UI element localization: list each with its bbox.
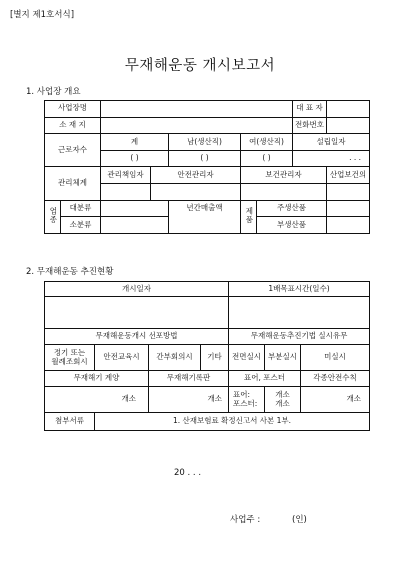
attach-value: 1. 산재보험료 확정신고서 사본 1부. [95,413,370,431]
start-date-field[interactable] [45,297,229,329]
method-label: 무재해운동개시 선포방법 [45,329,229,345]
mgmt-label: 관리체계 [45,167,101,200]
report-date[interactable]: 20 . . . [174,468,202,478]
male-label: 남(생산직) [169,134,241,151]
plaque-label: 무재해기록판 [149,371,229,387]
main-prod-label: 주생산품 [257,200,327,217]
measures-label: 각종안전수칙 [301,371,370,387]
industry-label: 업종 [45,200,61,233]
document-title: 무재해운동 개시보고서 [124,58,276,74]
exec-option[interactable]: 간부회의시 [149,345,201,371]
male-field[interactable]: ( ) [169,150,241,167]
address-field[interactable] [101,117,293,134]
rep-label: 대 표 자 [293,101,327,118]
sub-prod-label: 부생산품 [257,217,327,234]
phone-field[interactable] [327,117,370,134]
section1-heading: 1. 사업장 개요 [26,87,81,97]
mgr3-label: 보건관리자 [241,167,327,184]
address-label: 소 재 지 [45,117,101,134]
biz-name-label: 사업장명 [45,101,101,118]
est-date-field[interactable]: . . . [293,150,370,167]
form-tag: [별지 제1호서식] [10,10,75,20]
target-field[interactable] [229,297,370,329]
mgr3-field[interactable] [241,183,327,200]
seal-mark[interactable]: (인) [292,515,307,525]
mgr4-field[interactable] [327,183,370,200]
attach-label: 첨부서류 [45,413,95,431]
female-field[interactable]: ( ) [241,150,293,167]
start-date-label: 개시일자 [45,282,229,297]
major-label: 대분류 [61,200,101,217]
minor-field[interactable] [101,217,169,234]
plaque-count[interactable]: 개소 [149,387,229,413]
poster-label: 표어, 포스터 [229,371,301,387]
female-label: 여(생산직) [241,134,293,151]
all-option[interactable]: 전면실시 [229,345,265,371]
part-option[interactable]: 부분실시 [265,345,301,371]
board-label: 무재해기 계양 [45,371,149,387]
mgr1-field[interactable] [101,183,151,200]
mgr1-label: 관리책임자 [101,167,151,184]
mgr4-label: 산업보건의 [327,167,370,184]
major-field[interactable] [101,200,169,217]
total-field[interactable]: ( ) [101,150,169,167]
regular-option[interactable]: 정기 또는 월례조회시 [45,345,95,371]
mgr2-field[interactable] [151,183,241,200]
progress-status-table [44,281,370,431]
mgr2-label: 안전관리자 [151,167,241,184]
total-label: 계 [101,134,169,151]
minor-label: 소분류 [61,217,101,234]
est-date-label: 설립일자 [293,134,370,151]
none-option[interactable]: 미실시 [301,345,370,371]
board-count[interactable]: 개소 [45,387,149,413]
phone-label: 전화번호 [293,117,327,134]
business-overview-table [44,100,370,234]
main-prod-field[interactable] [327,200,370,217]
rep-field[interactable] [327,101,370,118]
sub-prod-field[interactable] [327,217,370,234]
owner-label: 사업주 : [230,515,261,525]
workers-label: 근로자수 [45,134,101,167]
product-label: 제품 [241,200,257,233]
poster-slogan-label: 표어: 포스터: [229,387,265,413]
edu-option[interactable]: 안전교육시 [95,345,149,371]
biz-name-field[interactable] [101,101,293,118]
section2-heading: 2. 무재해운동 추진현황 [26,267,114,277]
measures-count[interactable]: 개소 [301,387,370,413]
target-label: 1배목표시간(일수) [229,282,370,297]
status-label: 무재해운동추진기법 실시유무 [229,329,370,345]
sales-label: 년간매출액 [169,200,241,233]
etc-option[interactable]: 기타 [201,345,229,371]
poster-count[interactable]: 개소 개소 [265,387,301,413]
